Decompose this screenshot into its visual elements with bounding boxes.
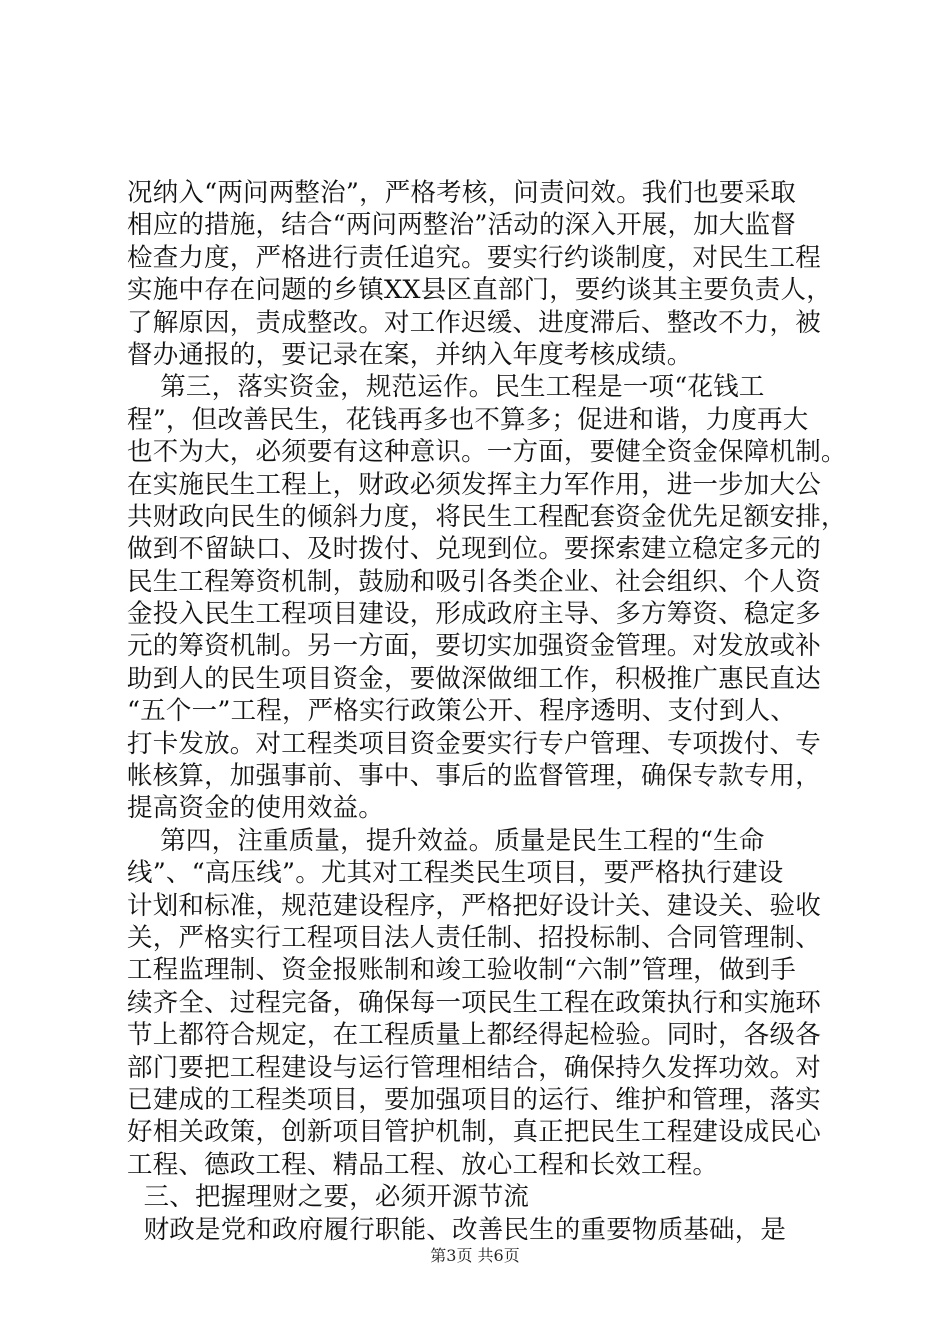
text-line: 也不为大，必须要有这种意识。一方面，要健全资金保障机制。 (127, 437, 847, 468)
text-line: 关，严格实行工程项目法人责任制、招投标制、合同管理制、 (127, 922, 821, 953)
text-line: 节上都符合规定，在工程质量上都经得起检验。同时，各级各 (127, 1020, 821, 1051)
text-line: 计划和标准，规范建设程序，严格把好设计关、建设关、验收 (127, 890, 821, 921)
text-line: 续齐全、过程完备，确保每一项民生工程在政策执行和实施环 (127, 987, 821, 1018)
text-line: 实施中存在问题的乡镇XX县区直部门，要约谈其主要负责人， (127, 275, 832, 306)
page-footer (0, 1246, 950, 1266)
text-line: 好相关政策，创新项目管护机制，真正把民生工程建设成民心 (127, 1117, 821, 1148)
text-line: 提高资金的使用效益。 (127, 793, 385, 824)
text-line: 部门要把工程建设与运行管理相结合，确保持久发挥功效。对 (127, 1052, 821, 1083)
text-line: “五个一”工程，严格实行政策公开、程序透明、支付到人、 (127, 696, 796, 727)
text-line: 督办通报的，要记录在案，并纳入年度考核成绩。 (127, 339, 693, 370)
text-line: 已建成的工程类项目，要加强项目的运行、维护和管理，落实 (127, 1084, 821, 1115)
body-text (127, 177, 847, 1246)
text-line: 助到人的民生项目资金，要做深做细工作，积极推广惠民直达 (127, 663, 821, 694)
text-line: 第四，注重质量，提升效益。质量是民生工程的“生命 (127, 825, 765, 856)
text-line: 检查力度，严格进行责任追究。要实行约谈制度，对民生工程 (127, 242, 821, 273)
text-line: 民生工程筹资机制，鼓励和吸引各类企业、社会组织、个人资 (127, 566, 821, 597)
text-line: 打卡发放。对工程类项目资金要实行专户管理、专项拨付、专 (127, 728, 821, 759)
text-line: 线”、“高压线”。尤其对工程类民生项目，要严格执行建设 (127, 858, 784, 889)
text-line: 在实施民生工程上，财政必须发挥主力军作用，进一步加大公 (127, 469, 821, 500)
text-line: 金投入民生工程项目建设，形成政府主导、多方筹资、稳定多 (127, 599, 821, 630)
text-line: 元的筹资机制。另一方面，要切实加强资金管理。对发放或补 (127, 631, 821, 662)
text-line: 帐核算，加强事前、事中、事后的监督管理，确保专款专用， (127, 761, 821, 792)
text-line: 了解原因，责成整改。对工作迟缓、进度滞后、整改不力，被 (127, 307, 821, 338)
page-number: 第3页 共6页 (430, 1246, 520, 1265)
text-line: 财政是党和政府履行职能、改善民生的重要物质基础，是 (127, 1214, 787, 1245)
text-line: 相应的措施，结合“两问两整治”活动的深入开展，加大监督 (127, 210, 796, 241)
text-line: 做到不留缺口、及时拨付、兑现到位。要探索建立稳定多元的 (127, 534, 821, 565)
text-line: 工程、德政工程、精品工程、放心工程和长效工程。 (127, 1149, 719, 1180)
text-line: 第三，落实资金，规范运作。民生工程是一项“花钱工 (127, 372, 765, 403)
text-line: 程”，但改善民生，花钱再多也不算多；促进和谐，力度再大 (127, 404, 809, 435)
text-line: 工程监理制、资金报账制和竣工验收制“六制”管理，做到手 (127, 955, 796, 986)
section-heading: 三、把握理财之要，必须开源节流 (127, 1182, 530, 1213)
text-line: 共财政向民生的倾斜力度，将民生工程配套资金优先足额安排， (127, 501, 847, 532)
text-line: 况纳入“两问两整治”，严格考核，问责问效。我们也要采取 (127, 178, 796, 208)
